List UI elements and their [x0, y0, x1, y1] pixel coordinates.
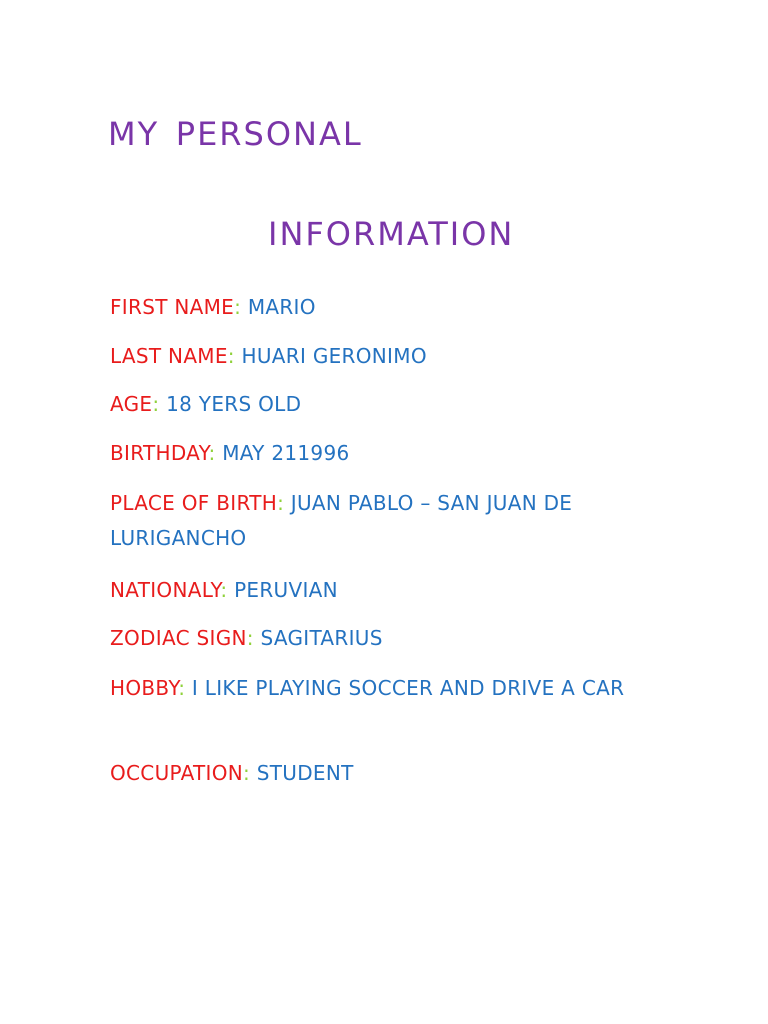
field-value: 18 YERS OLD: [166, 392, 302, 416]
field-colon: :: [246, 626, 254, 650]
title-line-1: my personal: [108, 102, 363, 156]
field-colon: :: [243, 761, 251, 785]
field-colon: :: [227, 344, 235, 368]
field-label: LAST NAME: [110, 344, 228, 368]
field-value: MARIO: [247, 295, 316, 319]
field-zodiac-sign: [110, 621, 670, 656]
field-label: ZODIAC SIGN: [110, 626, 247, 650]
field-hobby: [110, 671, 670, 706]
field-colon: :: [208, 441, 216, 465]
field-last-name: [110, 339, 670, 374]
field-label: FIRST NAME: [110, 295, 235, 319]
field-colon: :: [220, 578, 228, 602]
field-birthday: [110, 436, 670, 471]
field-value: HUARI GERONIMO: [241, 344, 427, 368]
field-label: PLACE OF BIRTH: [110, 491, 278, 515]
field-label: HOBBY: [110, 676, 179, 700]
field-label: AGE: [110, 392, 153, 416]
title-line-2: information: [268, 202, 515, 256]
field-occupation: [110, 756, 670, 791]
field-value: PERUVIAN: [234, 578, 338, 602]
field-value: STUDENT: [256, 761, 354, 785]
field-label: BIRTHDAY: [110, 441, 209, 465]
field-age: [110, 387, 670, 422]
field-label: OCCUPATION: [110, 761, 244, 785]
field-place-of-birth: [110, 486, 670, 556]
field-colon: :: [152, 392, 160, 416]
field-colon: :: [277, 491, 285, 515]
field-colon: :: [178, 676, 186, 700]
field-colon: :: [234, 295, 242, 319]
field-label: NATIONALY: [110, 578, 221, 602]
field-first-name: [110, 290, 670, 325]
field-value: MAY 211996: [222, 441, 350, 465]
field-nationality: [110, 573, 670, 608]
field-value: JUAN PABLO – SAN JUAN DE LURIGANCHO: [110, 491, 573, 550]
field-value: SAGITARIUS: [260, 626, 383, 650]
field-value: I LIKE PLAYING SOCCER AND DRIVE A CAR: [191, 676, 625, 700]
